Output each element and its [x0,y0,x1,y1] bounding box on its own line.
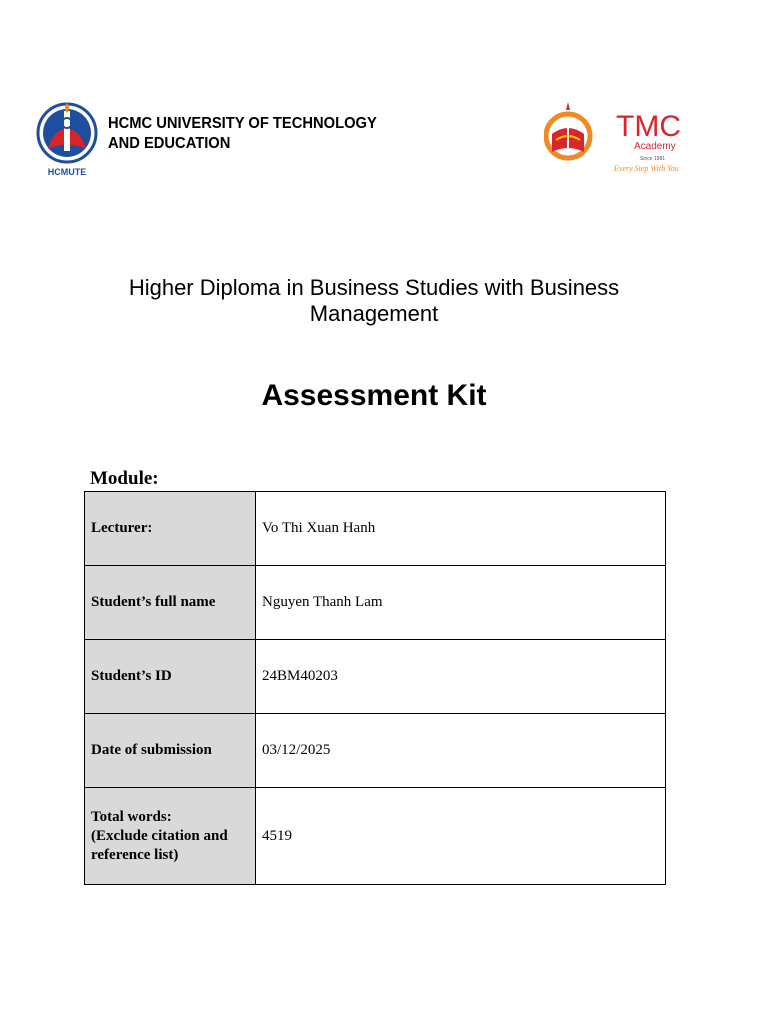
row-label-lecturer: Lecturer: [85,492,256,566]
tmc-logo-since: Since 1981 [640,156,666,162]
total-words-label-line2: (Exclude citation and [91,827,228,844]
table-row [85,492,666,566]
hcmute-logo [34,99,100,179]
row-value-lecturer: Vo Thi Xuan Hanh [256,492,666,566]
program-title [60,275,688,327]
row-label-student-name: Student’s full name [85,566,256,640]
hcmute-logo-text: HCMUTE [47,167,87,177]
row-label-total-words [85,788,256,885]
total-words-label-line1: Total words: [91,808,172,825]
tmc-logo-tagline: Every Step With You [614,164,679,173]
row-label-submission-date: Date of submission [85,714,256,788]
program-title-line1: Higher Diploma in Business Studies with Business [128,275,620,300]
document-title: Assessment Kit [261,379,487,412]
tmc-academy-logo [544,100,710,176]
row-value-submission-date: 03/12/2025 [256,714,666,788]
university-name [108,114,384,154]
table-row [85,714,666,788]
university-name-line1: HCMC UNIVERSITY OF TECHNOLOGY [108,115,377,132]
tmc-logo-name: TMC [616,110,681,143]
row-value-student-id: 24BM40203 [256,640,666,714]
table-row [85,640,666,714]
row-value-total-words: 4519 [256,788,666,885]
student-info-table [84,491,666,885]
program-title-line2: Management [309,301,439,326]
university-name-line2: AND EDUCATION [108,135,231,152]
module-label: Module: [90,468,159,489]
row-label-student-id: Student’s ID [85,640,256,714]
total-words-label-line3: reference list) [91,846,179,863]
table-row [85,566,666,640]
row-value-student-name: Nguyen Thanh Lam [256,566,666,640]
table-row [85,788,666,885]
tmc-logo-sub: Academy [634,141,676,152]
